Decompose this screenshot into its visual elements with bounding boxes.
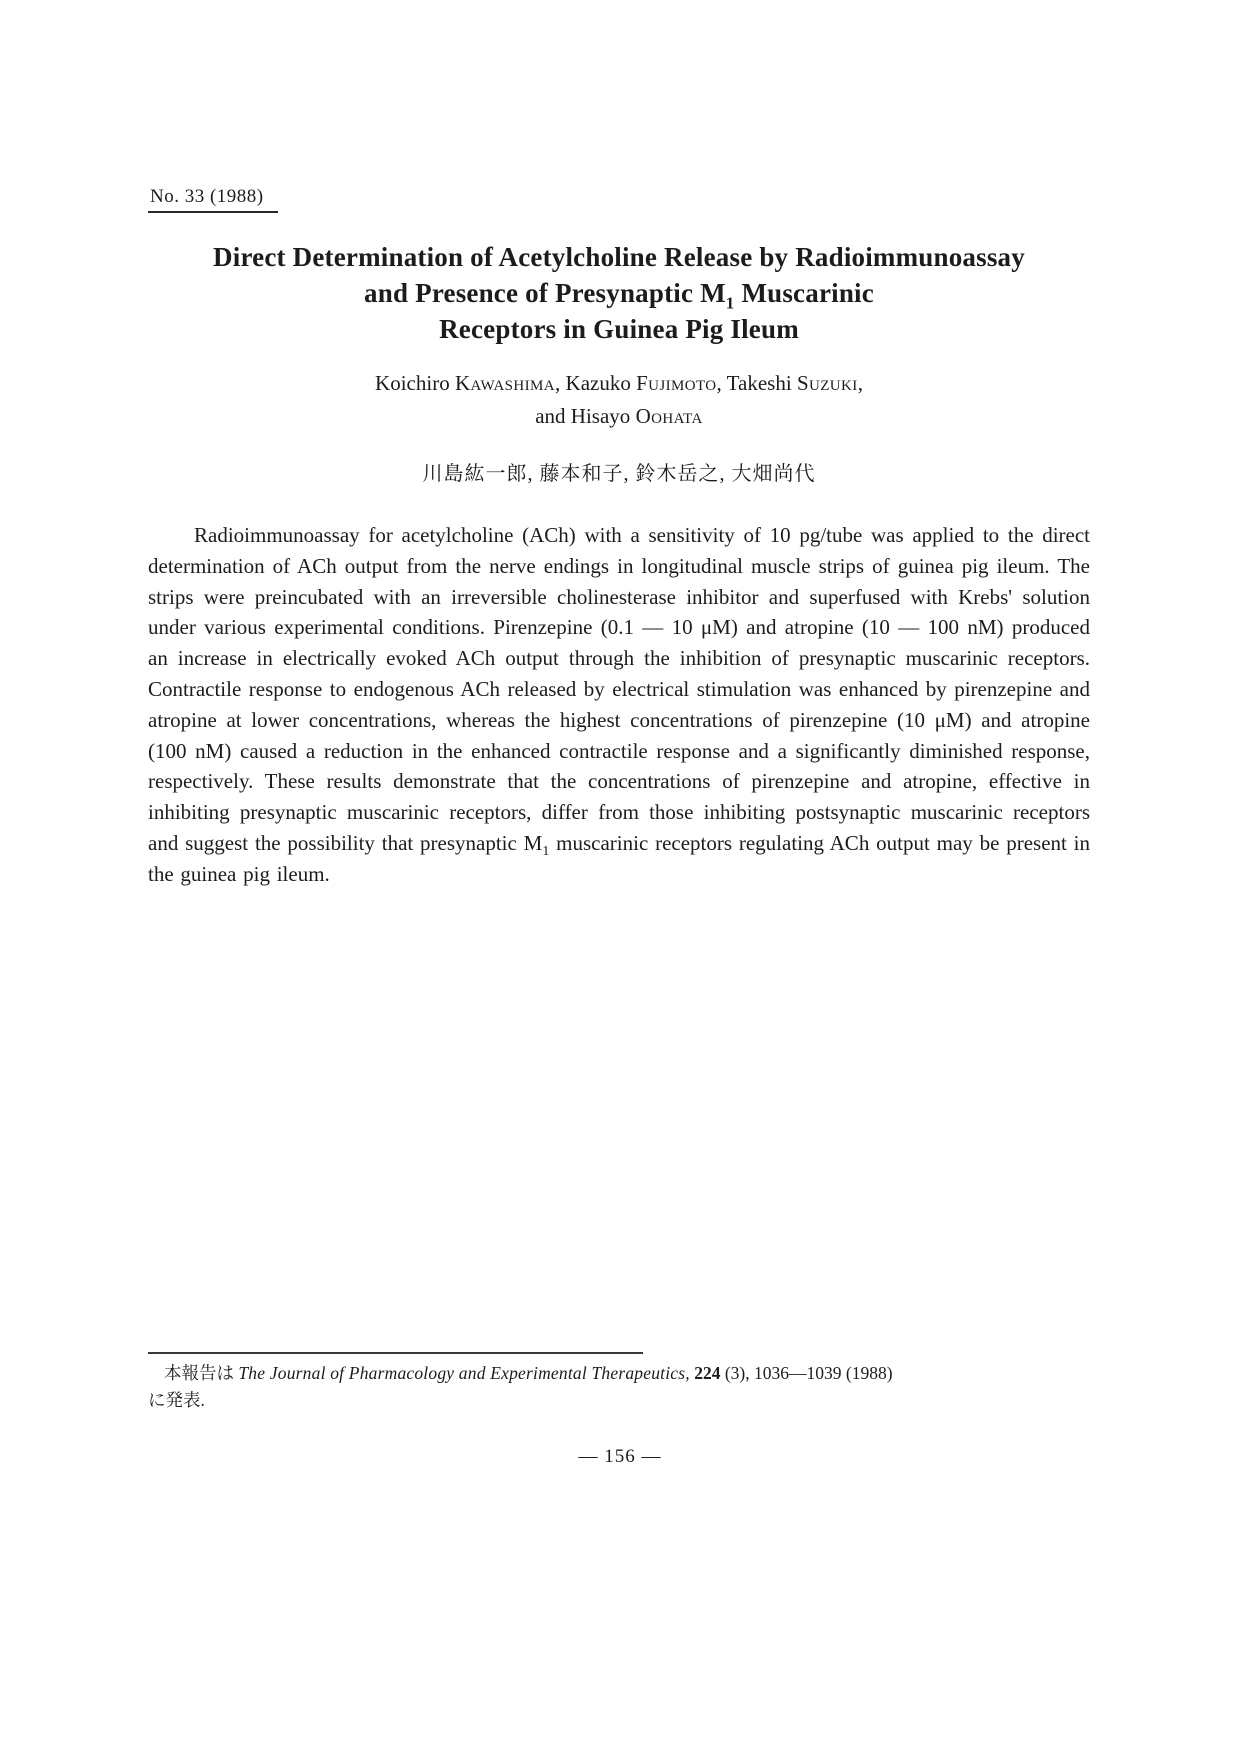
- m1-subscript: 1: [542, 844, 550, 860]
- journal-volume: 224: [689, 1363, 725, 1383]
- journal-title: The Journal of Pharmacology and Experimental Therapeutics,: [238, 1363, 690, 1383]
- author-given: and Hisayo: [535, 404, 636, 428]
- footnote-citation: (3), 1036—1039 (1988): [724, 1363, 893, 1383]
- authors-japanese: 川島紘一郎, 藤本和子, 鈴木岳之, 大畑尚代: [422, 463, 816, 485]
- author-given: Kazuko: [565, 371, 637, 395]
- author-surname: Kawashima: [454, 371, 556, 395]
- footnote-text: [148, 1360, 1090, 1414]
- footnote: [148, 1352, 1090, 1414]
- authors: [148, 367, 1090, 433]
- author-surname: Suzuki: [796, 371, 858, 395]
- footnote-rule: [148, 1352, 643, 1354]
- abstract-paragraph: [148, 520, 1090, 890]
- author-surname: Oohata: [635, 404, 703, 428]
- title-line-3: Receptors in Guinea Pig Ileum: [439, 314, 799, 344]
- abstract-text: Radioimmunoassay for acetylcholine (ACh) with a sensitivity of 10 pg/tube was applied to the direct determination of ACh output from the nerve endings in longitudinal muscle strips of guinea pig ileum. The strips were preincubated with an irreversible cholinesterase inhibitor and superfused with Krebs' solution under various experimental conditions. Pirenzepine (0.1 — 10 μM) and atropine (10 — 100 nM) produced an increase in electrically evoked ACh output through the inhibition of presynaptic muscarinic receptors. Contractile response to endogenous ACh released by electrical stimulation was enhanced by pirenzepine and atropine at lower concentrations, whereas the highest concentrations of pirenzepine (10 μM) and atropine (100 nM) caused a reduction in the enhanced contractile response and a significantly diminished response, respectively. These results demonstrate that the concentrations of pirenzepine and atropine, effective in inhibiting presynaptic muscarinic receptors, differ from those inhibiting postsynaptic muscarinic receptors and suggest the possibility that presynaptic M: [148, 523, 1090, 855]
- abstract-text: muscarinic receptors regulating ACh output may be present in the guinea pig ileum.: [148, 830, 1090, 886]
- paper-title: [148, 239, 1090, 347]
- footnote-prefix: 本報告は: [164, 1363, 239, 1383]
- title-line-1: Direct Determination of Acetylcholine Release by Radioimmunoassay: [213, 242, 1025, 272]
- author-given: Takeshi: [726, 371, 797, 395]
- authors-line-2: [148, 400, 1090, 433]
- author-given: Koichiro: [375, 371, 455, 395]
- authors-line-1: Koichiro Kawashima, Kazuko Fujimoto, Takeshi Suzuki,: [375, 371, 863, 395]
- m1-subscript: 1: [725, 293, 735, 313]
- page-number: — 156 —: [578, 1446, 662, 1467]
- footnote-line-2: に発表.: [148, 1390, 205, 1410]
- issue-number: No. 33 (1988): [148, 186, 278, 213]
- footnote-line-1: [148, 1363, 893, 1383]
- title-line-2: and Presence of Presynaptic $M_1$ Muscarinic: [364, 278, 874, 313]
- author-surname: Fujimoto: [636, 371, 717, 395]
